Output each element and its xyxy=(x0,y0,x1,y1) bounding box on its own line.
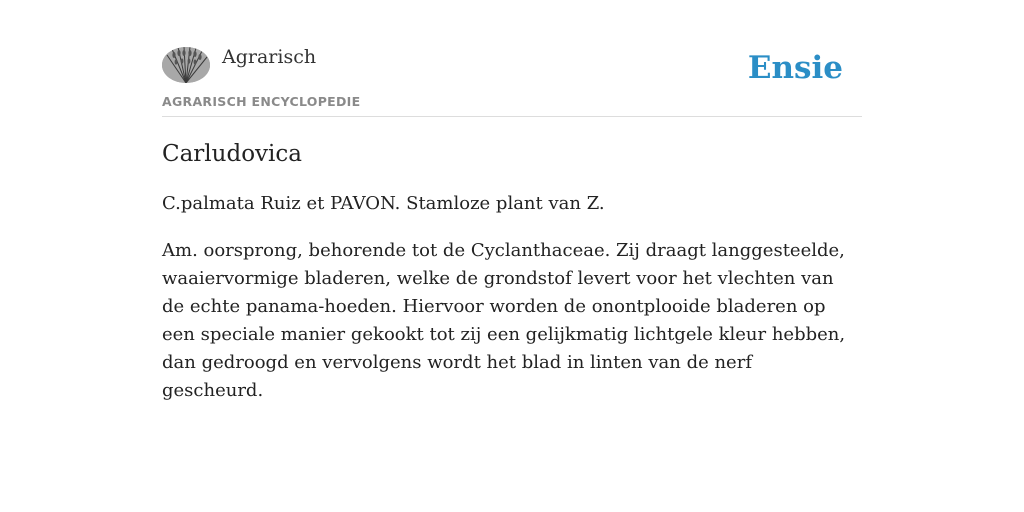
ensie-brand-link[interactable]: Ensie xyxy=(747,50,843,86)
entry-title: Carludovica xyxy=(162,141,302,167)
source-name[interactable]: Agrarisch xyxy=(222,46,317,68)
entry-content xyxy=(162,138,852,405)
wheat-logo-icon[interactable] xyxy=(162,47,210,83)
entry-paragraph: Am. oorsprong, behorende tot de Cyclanthaceae. Zij draagt langgesteelde, waaiervormige bladeren, welke de grondstof levert voor het vlechten van de echte panama-hoeden. Hiervoor worden de onontplooide bladeren op een speciale manier gekookt tot zij een gelijkmatig lichtgele kleur hebben, dan gedroogd en vervolgens wordt het blad in linten van de nerf gescheurd. xyxy=(162,240,846,401)
source-subtitle: AGRARISCH ENCYCLOPEDIE xyxy=(162,94,361,109)
site-header xyxy=(162,44,862,117)
entry-paragraph: C.palmata Ruiz et PAVON. Stamloze plant van Z. xyxy=(162,193,605,214)
